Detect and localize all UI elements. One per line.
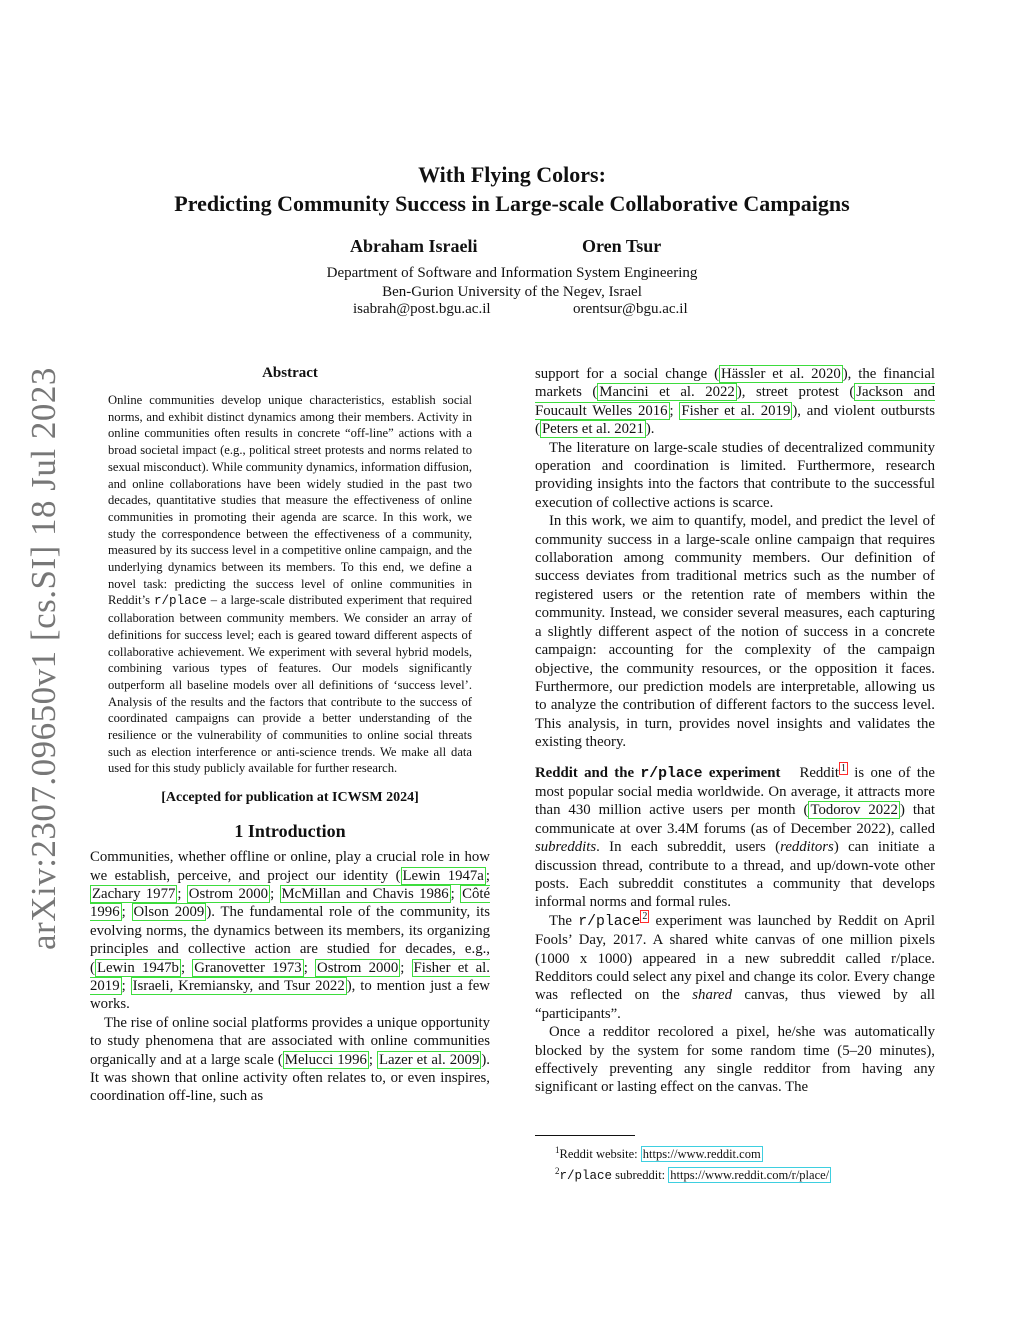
- affiliation-department: Department of Software and Information System Engineering: [326, 265, 698, 281]
- author-email: isabrah@post.bgu.ac.il: [353, 301, 491, 317]
- citation-link[interactable]: Jackson and Foucault Welles 2016: [535, 384, 935, 419]
- body-text: ) can initiate a discussion thread, contribute to a thread, and up/down-vote other posts. Each subreddit constitutes a community that develops informal norms and formal rules.: [535, 839, 936, 911]
- author-name: Oren Tsur: [582, 236, 662, 256]
- left-column: [90, 365, 490, 1106]
- body-text: ), and violent outbursts (: [535, 402, 935, 438]
- code-r-place: r/place: [578, 913, 641, 930]
- footnote-rule: [535, 1135, 635, 1136]
- body-text: Communities, whether offline or online, play a crucial role in how we establish, perceive, and project our identity (: [90, 849, 490, 884]
- paper-title: [100, 160, 924, 218]
- abstract-body: [108, 392, 472, 777]
- affiliation-university: Ben-Gurion University of the Negev, Israel: [382, 284, 642, 300]
- url-link[interactable]: https://www.reddit.com/r/place/: [670, 1168, 830, 1183]
- footnote-ref-1[interactable]: 1: [840, 762, 846, 774]
- body-text: is one of the most popular social media worldwide. On average, it attracts more than 430 million active users per month (: [535, 764, 935, 819]
- body-text: ). It was shown that online activity often relates to, or even inspires, coordination off-line, such as: [90, 1051, 490, 1105]
- citation-link[interactable]: Fisher et al. 2019: [681, 402, 791, 419]
- body-text: ), to mention just a few works.: [90, 978, 490, 1013]
- footnote-2: [555, 1163, 935, 1185]
- body-text: The: [549, 912, 579, 929]
- body-text: The rise of online social platforms provides a unique opportunity to study phenomena that are associated with online communities organically and at a large scale (: [90, 1014, 490, 1068]
- blocking-paragraph: Once a redditor recolored a pixel, he/she was automatically blocked by the system for some random time (5–20 minutes), effectively preventing any single redditor from having any significant or lasting effect on the canvas. The: [535, 1024, 935, 1096]
- citation-link[interactable]: Granovetter 1973: [194, 959, 302, 976]
- runin-text: Reddit and the: [535, 764, 641, 781]
- code-r-place: r/place: [640, 765, 703, 782]
- footnote-ref-2[interactable]: 2: [642, 910, 648, 922]
- author-email: orentsur@bgu.ac.il: [573, 301, 688, 317]
- citation-link[interactable]: Côté 1996: [90, 885, 491, 921]
- body-text: experiment was launched by Reddit on April Fools’ Day, 2017. A shared white canvas of one million pixels (1000 x 1000) appeared in a new subreddit called r/place. Redditors could select any pixel and change its color. Every change was reflected on the: [535, 912, 935, 1004]
- body-text: ) that communicate at over 3.4M forums (as of December 2022), called: [535, 802, 936, 837]
- term-shared: shared: [692, 987, 733, 1004]
- footnote-text: Reddit website:: [559, 1147, 641, 1162]
- rplace-paragraph: [535, 912, 935, 1023]
- citation-link[interactable]: Lazer et al. 2009: [379, 1051, 480, 1068]
- citation-link[interactable]: Lewin 1947a: [402, 867, 484, 884]
- affiliation: [100, 264, 924, 302]
- abstract-heading: Abstract: [262, 365, 318, 381]
- abstract-text: – a large-scale distributed experiment that required collaboration between community members. We consider an array of definitions for success level; each is geared toward different aspects of collaborative achievement. We experiment with several hybrid models, combining various types of features. Our models significantly outperform all baseline models over all definitions of ‘success level’. Analysis of the results and the factors that contribute to the success of coordinated campaigns can provide a better understanding of the resilience or the vulnerability of communities to online social threats such as election interference or anti-science trends. We make all data used for this study publicly available for further research.: [108, 593, 472, 776]
- citation-link[interactable]: Fisher et al. 2019: [90, 959, 490, 995]
- body-text: canvas, thus viewed by all “participants”.: [535, 987, 936, 1022]
- citation-link[interactable]: Ostrom 2000: [317, 959, 399, 976]
- citation-link[interactable]: Zachary 1977: [92, 885, 176, 902]
- right-column: [535, 365, 935, 1097]
- body-text: . In each subreddit, users (: [596, 839, 781, 856]
- citation-link[interactable]: Mancini et al. 2022: [599, 384, 735, 401]
- body-text: Reddit: [799, 764, 839, 781]
- intro-paragraph-4: In this work, we aim to quantify, model, and predict the level of community success in a large-scale online campaign that requires collaboration among community members. Our definition of success deviates from traditional metrics such as the number of registered users or the retention rate of members within the community. Instead, we consider several measures, each capturing a slightly different aspect of the notion of success in a concrete campaign: accounting for the complexity of the campaign objective, the community resources, or the opposition it faces. Furthermore, our prediction models are interpretable, allowing us to analyze the contribution of different factors to the success level. This analysis, in turn, provides novel insights and validates the existing theory.: [535, 513, 935, 751]
- intro-paragraph-2: The rise of online social platforms provides a unique opportunity to study phenomena that are associated with online communities organically and at a large scale ( Melucci 1996 ; Lazer et al. 2009 ). It was shown that online activity often relates to, or even inspires, coordination off-line, such as: [90, 1014, 490, 1105]
- footnotes: [535, 1135, 935, 1185]
- code-r-place: r/place: [153, 594, 207, 609]
- runin-text: experiment: [702, 764, 781, 781]
- term-subreddits: subreddits: [535, 839, 597, 856]
- citation-link[interactable]: Hässler et al. 2020: [721, 366, 841, 382]
- title-line-1: With Flying Colors:: [418, 162, 606, 187]
- citation-link[interactable]: Melucci 1996: [284, 1051, 367, 1068]
- url-link[interactable]: https://www.reddit.com: [642, 1147, 761, 1162]
- footnote-number: 1: [555, 1145, 560, 1155]
- reddit-paragraph: [535, 764, 935, 912]
- body-text: ).: [645, 421, 655, 438]
- intro-paragraph-3: The literature on large-scale studies of decentralized community operation and coordination is limited. Furthermore, research providing insights into the factors that contribute to the successful execution of collective actions is scarce.: [535, 439, 935, 511]
- section-heading-introduction: 1 Introduction: [234, 821, 346, 842]
- body-text: support for a social change (: [535, 366, 720, 382]
- accepted-note: [Accepted for publication at ICWSM 2024]: [161, 790, 419, 806]
- citation-link[interactable]: Todorov 2022: [810, 802, 898, 819]
- body-text: ), the financial markets (: [535, 366, 935, 401]
- citation-link[interactable]: Israeli, Kremiansky, and Tsur 2022: [132, 978, 345, 995]
- citation-link[interactable]: Ostrom 2000: [188, 885, 269, 902]
- footnote-text: subreddit:: [612, 1168, 669, 1183]
- author-name: Abraham Israeli: [350, 236, 478, 256]
- arxiv-stamp: arXiv:2307.09650v1 [cs.SI] 18 Jul 2023: [24, 367, 63, 950]
- footnote-number: 2: [555, 1166, 560, 1177]
- citation-link[interactable]: McMillan and Chavis 1986: [281, 885, 449, 902]
- footnote-1: [555, 1142, 935, 1163]
- intro-paragraph-2-continued: support for a social change ( Hässler et al. 2020 ), the financial markets ( Mancini et al. 2022 ), street protest ( Jackson and Foucault Welles 2016 ; Fisher et al. 2019 ), and violent outbursts ( Peters et al. 2021 ).: [535, 366, 935, 438]
- runin-heading: [535, 765, 780, 781]
- term-redditors: redditors: [780, 839, 834, 856]
- title-line-2: Predicting Community Success in Large-scale Collaborative Campaigns: [174, 191, 850, 216]
- citation-link[interactable]: Lewin 1947b: [96, 959, 179, 976]
- body-text: ), street protest (: [736, 384, 855, 401]
- abstract-text: Online communities develop unique characteristics, establish social norms, and exhibit distinct dynamics among their members. Activity in online communities often results in concrete “off-line” actions with a broad societal impact (e.g., political street protests and norms related to sexual misconduct). While community dynamics, information diffusion, and online collaborations have been widely studied in the past two decades, quantitative studies that measure the effectiveness of online communities in promoting their agenda are scarce. In this work, we study the correspondence between the effectiveness of a community, measured by its success level in a competitive online campaign, and the underlying dynamics between its members. To this end, we define a novel task: predicting the success level of online communities in Reddit’s: [108, 393, 472, 608]
- body-text: ). The fundamental role of the community, its evolving norms, the dynamics between its members, its organizing principles and collective action are studied for decades, e.g., (: [90, 904, 490, 976]
- citation-link[interactable]: Peters et al. 2021: [541, 421, 644, 438]
- code-r-place: r/place: [559, 1169, 613, 1184]
- citation-link[interactable]: Olson 2009: [133, 904, 205, 921]
- intro-paragraph-1: Communities, whether offline or online, play a crucial role in how we establish, perceive, and project our identity ( Lewin 1947a ; Zachary 1977 ; Ostrom 2000 ; McMillan and Chavis 1986 ; Côté 1996 ; Olson 2009 ). The fundamental role of the community, its evolving norms, the dynamics between its members, its organizing principles and collective action are studied for decades, e.g., ( Lewin 1947b ; Granovetter 1973 ; Ostrom 2000 ; Fisher et al. 2019 ; Israeli, Kremiansky, and Tsur 2022 ), to mention just a few works.: [90, 849, 491, 1013]
